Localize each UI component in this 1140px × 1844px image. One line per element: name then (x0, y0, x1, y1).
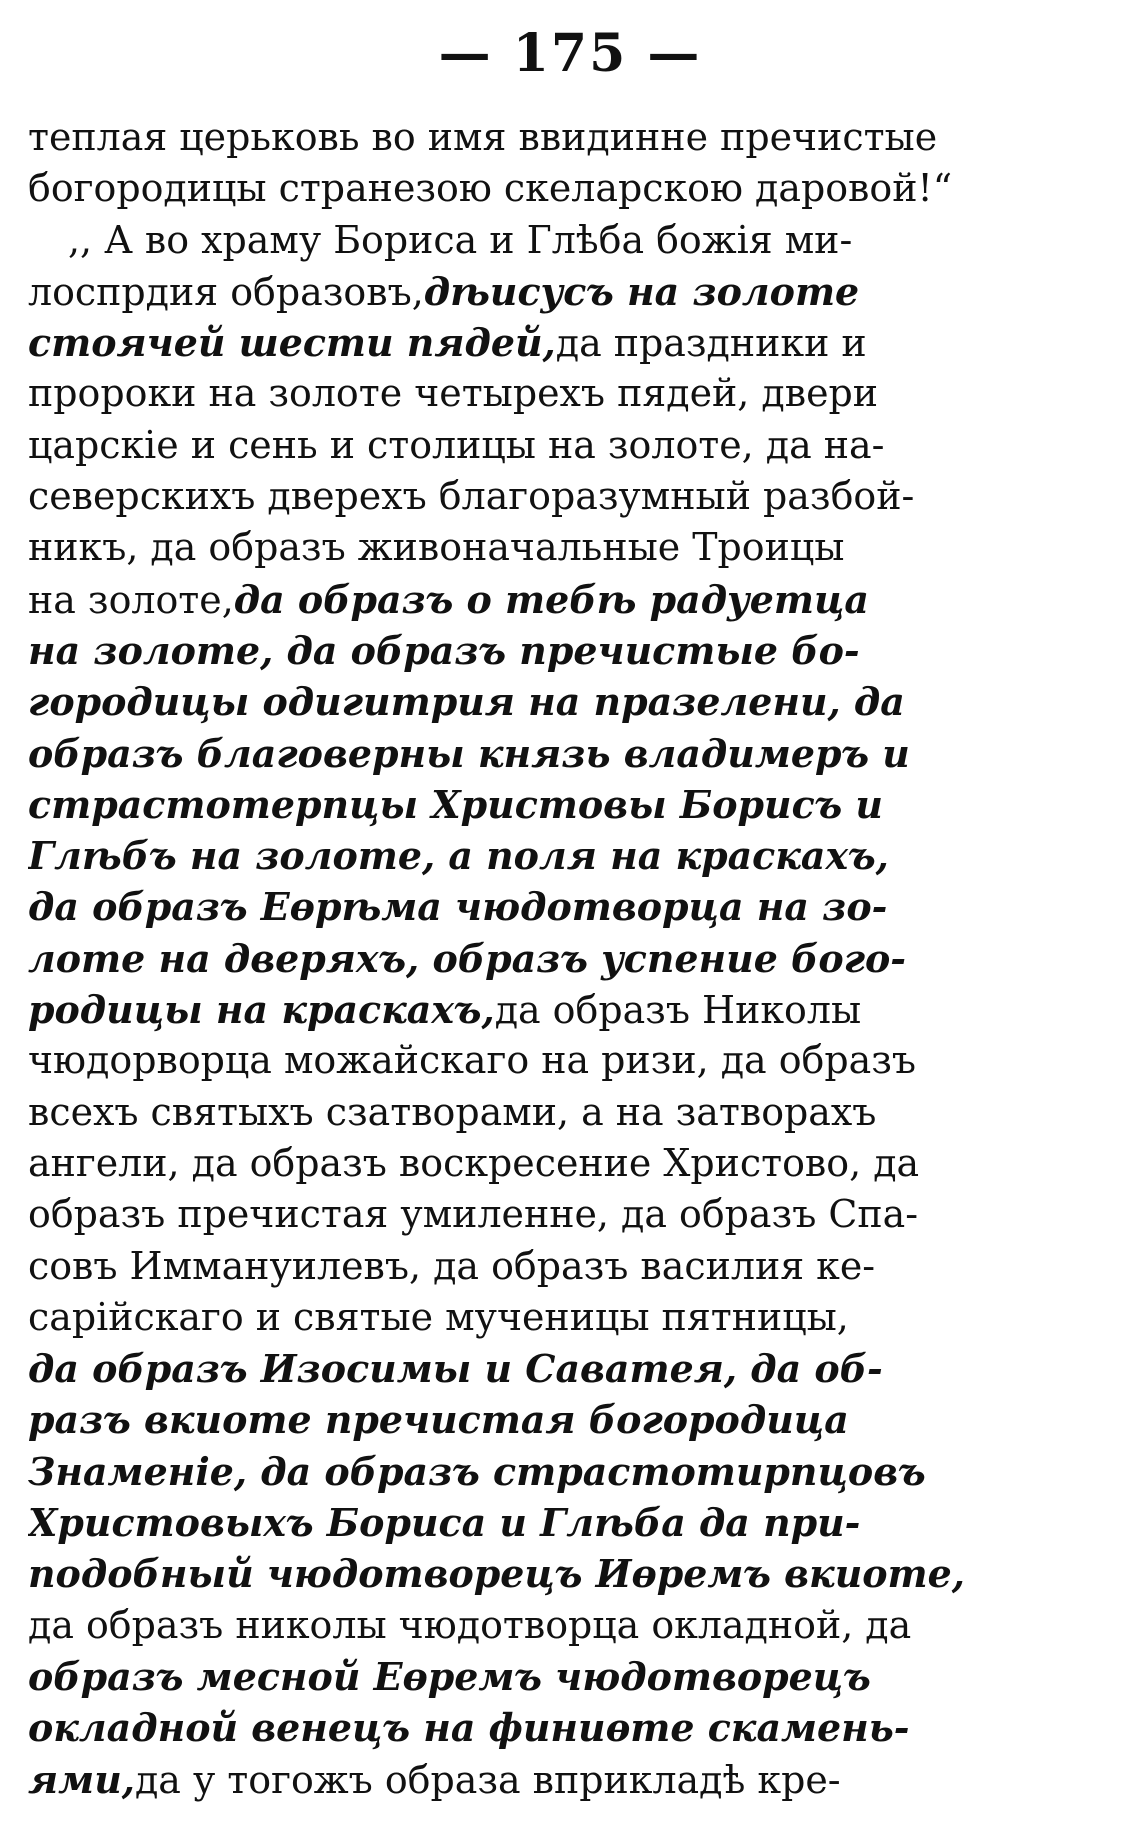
italic-text-segment: дѣисусъ на золоте (423, 268, 860, 314)
text-segment: богородицы странезою скеларскою даровой!“ (28, 166, 953, 211)
text-line (28, 163, 1053, 214)
text-segment: северскихъ дверехъ благоразумный разбой- (28, 474, 915, 519)
text-line (28, 625, 1053, 676)
text-line (28, 1548, 1053, 1599)
text-line (28, 1651, 1053, 1702)
text-line (28, 522, 1053, 573)
italic-text-segment: родицы на краскахъ, (28, 987, 495, 1033)
text-line (28, 1035, 1053, 1086)
italic-text-segment: образъ благоверны князь владимеръ и (28, 730, 910, 776)
text-line (28, 1754, 1053, 1805)
text-segment: да праздники и (555, 321, 867, 366)
text-segment: никъ, да образъ живоначальные Троицы (28, 525, 845, 570)
text-segment: ,, А во храму Бориса и Глѣба божія ми- (68, 217, 853, 262)
text-segment: да образъ николы чюдотворца окладной, да (28, 1602, 912, 1647)
text-line (28, 215, 1053, 266)
text-segment: да у тогожъ образа вприкладѣ кре- (134, 1757, 841, 1802)
body-text (28, 112, 1053, 1805)
text-segment: чюдорворца можайскаго на ризи, да образъ (28, 1038, 917, 1083)
text-segment: пророки на золоте четырехъ пядей, двери (28, 371, 879, 416)
text-line (28, 471, 1053, 522)
text-line (28, 1702, 1053, 1753)
italic-text-segment: Глѣбъ на золоте, а поля на краскахъ, (28, 833, 889, 879)
text-line (28, 1241, 1053, 1292)
text-line (28, 728, 1053, 779)
italic-text-segment: ями, (28, 1756, 135, 1802)
text-segment: ангели, да образъ воскресение Христово, да (28, 1140, 920, 1185)
italic-text-segment: Христовыхъ Бориса и Глѣба да при- (28, 1500, 861, 1546)
text-segment: да образъ Николы (494, 988, 862, 1033)
text-line (28, 933, 1053, 984)
text-line (28, 1138, 1053, 1189)
text-segment: сарійскаго и святые мученицы пятницы, (28, 1294, 849, 1339)
text-line (28, 1446, 1053, 1497)
italic-text-segment: окладной венецъ на финиѳте скамень- (28, 1705, 910, 1751)
text-segment: совъ Иммануилевъ, да образъ василия ке- (28, 1243, 876, 1288)
italic-text-segment: да образъ Еөрѣма чюдотворца на зо- (28, 884, 888, 930)
text-line (28, 420, 1053, 471)
page-number: — 175 — (438, 23, 702, 84)
text-line (28, 830, 1053, 881)
text-line (28, 984, 1053, 1035)
text-segment: лоспрдия образовъ, (28, 269, 424, 314)
text-line (28, 1497, 1053, 1548)
text-line (28, 266, 1053, 317)
italic-text-segment: стоячей шести пядей, (28, 320, 556, 366)
text-line (28, 1600, 1053, 1651)
italic-text-segment: страстотерпцы Христовы Борисъ и (28, 781, 883, 827)
text-line (28, 779, 1053, 830)
text-line (28, 676, 1053, 727)
italic-text-segment: да образъ о тебѣ радуетца (233, 576, 869, 622)
text-line (28, 368, 1053, 419)
text-line (28, 881, 1053, 932)
text-segment: образъ пречистая умиленне, да образъ Спа- (28, 1192, 919, 1237)
text-segment: всехъ святыхъ сзатворами, а на затворахъ (28, 1089, 877, 1134)
italic-text-segment: образъ месной Еөремъ чюдотворецъ (28, 1653, 871, 1699)
text-line (28, 1189, 1053, 1240)
text-segment: на золоте, (28, 577, 234, 622)
italic-text-segment: лоте на дверяхъ, образъ успение бого- (28, 935, 907, 981)
italic-text-segment: да образъ Изосимы и Саватея, да об- (28, 1346, 883, 1392)
text-line (28, 1087, 1053, 1138)
text-line (28, 1292, 1053, 1343)
text-line (28, 574, 1053, 625)
text-line (28, 1343, 1053, 1394)
italic-text-segment: разъ вкиоте пречистая богородица (28, 1397, 849, 1443)
italic-text-segment: городицы одигитрия на празелени, да (28, 679, 905, 725)
text-line (28, 112, 1053, 163)
text-line (28, 1394, 1053, 1445)
italic-text-segment: подобный чюдотворецъ Иөремъ вкиоте, (28, 1551, 965, 1597)
text-segment: теплая церьковь во имя ввидинне пречистые (28, 115, 938, 159)
italic-text-segment: Знаменіе, да образъ страстотирпцовъ (28, 1448, 926, 1494)
text-segment: царскіе и сень и столицы на золоте, да на- (28, 422, 885, 467)
italic-text-segment: на золоте, да образъ пречистые бо- (28, 627, 860, 673)
text-line (28, 317, 1053, 368)
